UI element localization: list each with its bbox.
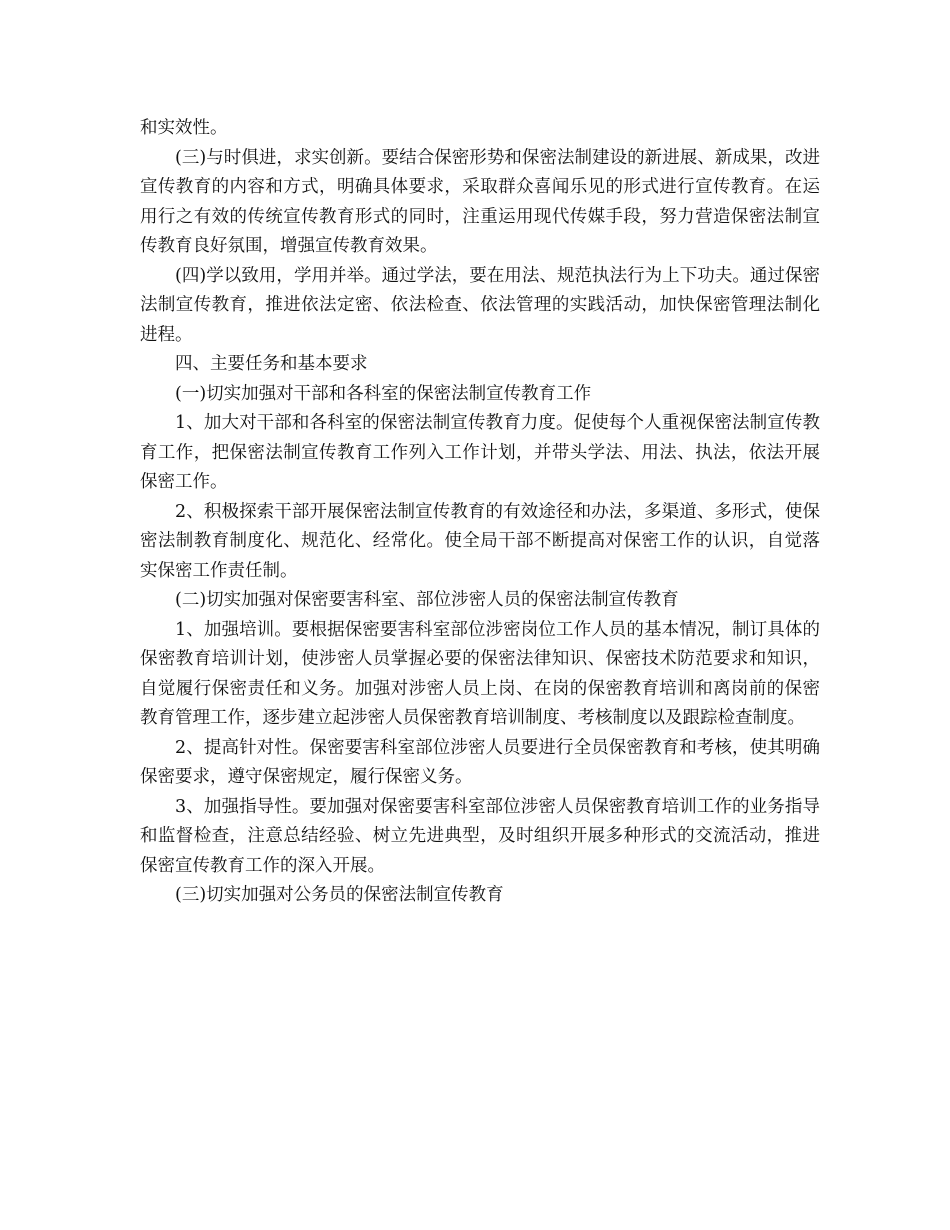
paragraph-item-1-1: 1、加大对干部和各科室的保密法制宣传教育力度。促使每个人重视保密法制宣传教育工作，把保密法制宣传教育工作列入工作计划，并带头学法、用法、执法，依法开展保密工作。 (140, 413, 820, 492)
heading-subsection-1: (一)切实加强对干部和各科室的保密法制宣传教育工作 (175, 383, 592, 404)
paragraph-item-2-3: 3、加强指导性。要加强对保密要害科室部位涉密人员保密教育培训工作的业务指导和监督检查，注意总结经验、树立先进典型，及时组织开展多种形式的交流活动，推进保密宣传教育工作的深入开展。 (140, 796, 820, 876)
paragraph-section-4: (四)学以致用，学用并举。通过学法，要在用法、规范执法行为上下功夫。通过保密法制宣传教育，推进依法定密、依法检查、依法管理的实践活动，加快保密管理法制化进程。 (140, 265, 820, 345)
heading-subsection-2: (二)切实加强对保密要害科室、部位涉密人员的保密法制宣传教育 (175, 590, 679, 610)
heading-subsection-3: (三)切实加强对公务员的保密法制宣传教育 (175, 885, 504, 905)
heading-main-tasks: 四、主要任务和基本要求 (175, 354, 368, 374)
paragraph-section-3: (三)与时俱进，求实创新。要结合保密形势和保密法制建设的新进展、新成果，改进宣传教育的内容和方式，明确具体要求，采取群众喜闻乐见的形式进行宣传教育。在运用行之有效的传统宣传教育形式的同时，注重运用现代传媒手段，努力营造保密法制宣传教育良好氛围，增强宣传教育效果。 (140, 147, 820, 256)
paragraph-continuation: 和实效性。 (140, 118, 228, 138)
paragraph-item-2-1: 1、加强培训。要根据保密要害科室部位涉密岗位工作人员的基本情况，制订具体的保密教育培训计划，使涉密人员掌握必要的保密法律知识、保密技术防范要求和知识，自觉履行保密责任和义务。加强对涉密人员上岗、在岗的保密教育培训和离岗前的保密教育管理工作，逐步建立起涉密人员保密教育培训制度、考核制度以及跟踪检查制度。 (140, 619, 820, 728)
paragraph-item-2-2: 2、提高针对性。保密要害科室部位涉密人员要进行全员保密教育和考核，使其明确保密要求，遵守保密规定，履行保密义务。 (140, 737, 820, 787)
paragraph-item-1-2: 2、积极探索干部开展保密法制宣传教育的有效途径和办法，多渠道、多形式，使保密法制教育制度化、规范化、经常化。使全局干部不断提高对保密工作的认识，自觉落实保密工作责任制。 (140, 501, 820, 581)
document-page (140, 114, 820, 911)
